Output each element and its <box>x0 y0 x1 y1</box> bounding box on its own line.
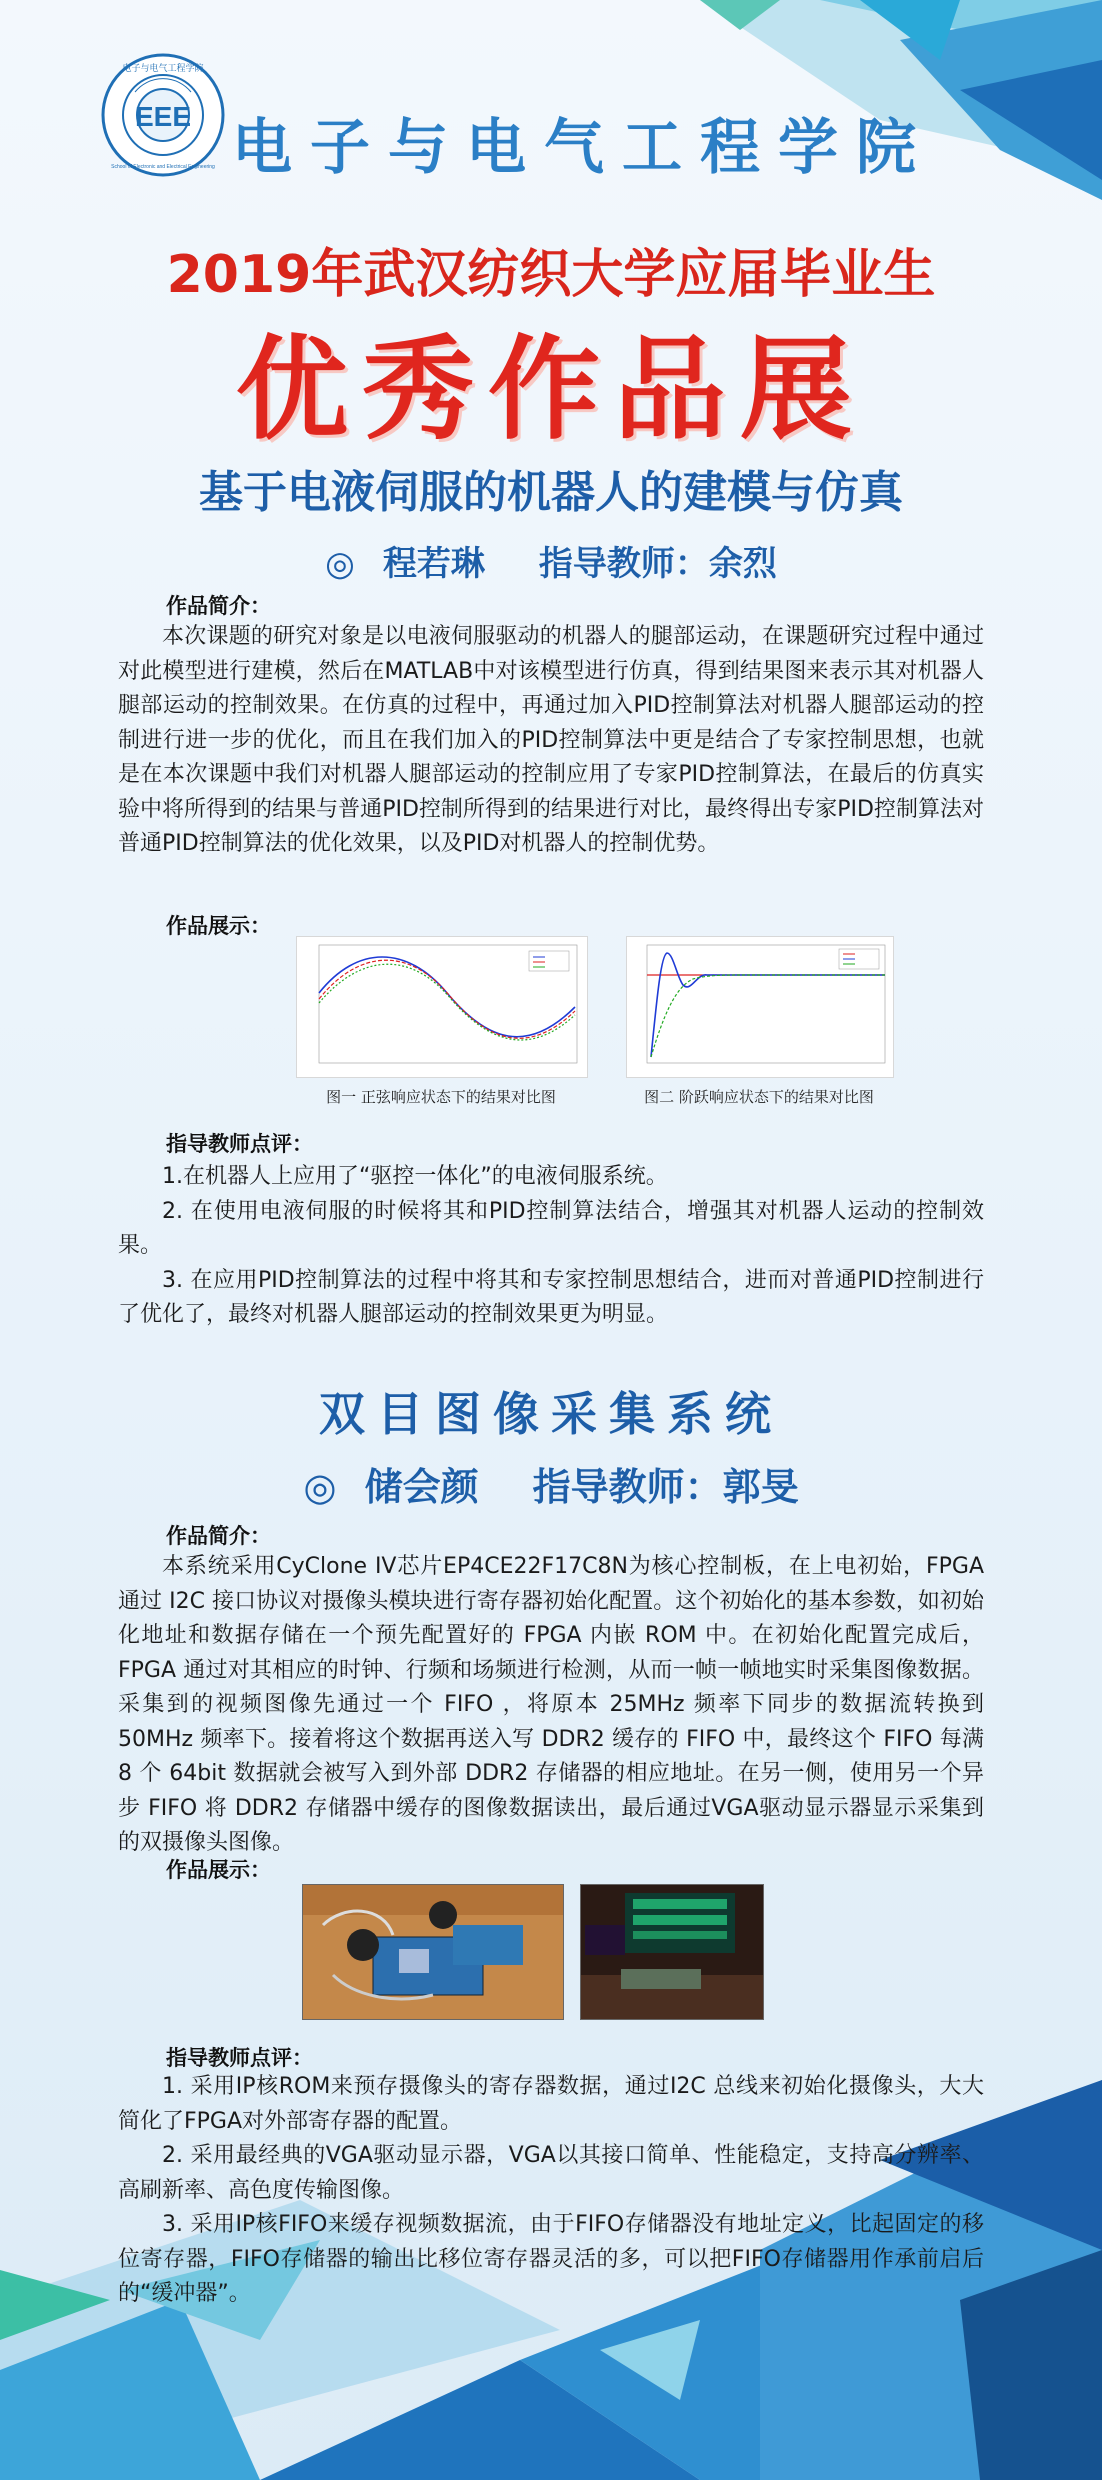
project1-title: 基于电液伺服的机器人的建模与仿真 <box>199 467 903 518</box>
project2-reviews <box>118 2070 984 2312</box>
figure1-caption: 图一 正弦响应状态下的结果对比图 <box>326 1088 556 1106</box>
photo-fpga-board <box>302 1884 564 2020</box>
project2-show-label: 作品展示： <box>166 1858 271 1882</box>
marker-icon: ◎ <box>303 1465 337 1509</box>
banner-year-title: 2019年武汉纺织大学应届毕业生 <box>166 245 936 305</box>
figure-sine-response <box>296 936 588 1078</box>
project1-intro-text: 本次课题的研究对象是以电液伺服驱动的机器人的腿部运动，在课题研究过程中通过对此模型进行建模，然后在MATLAB中对该模型进行仿真，得到结果图来表示其对机器人腿部运动的控制效果。在仿真的过程中，再通过加入PID控制算法对机器人腿部运动的控制进行进一步的优化，而且在我们加入的PID控制算法中更是结合了专家控制思想，也就是在本次课题中我们对机器人腿部运动的控制应用了专家PID控制算法，在最后的仿真实验中将所得到的结果与普通PID控制所得到的结果进行对比，最终得出专家PID控制算法对普通PID控制算法的优化效果，以及PID对机器人的控制优势。 <box>118 624 984 856</box>
project2-review-label: 指导教师点评： <box>166 2046 313 2070</box>
logo-arc-text: 电子与电气工程学院 <box>122 64 204 74</box>
project2-review-1: 1. 采用IP核ROM来预存摄像头的寄存器数据，通过I2C 总线来初始化摄像头，大大简化了FPGA对外部寄存器的配置。 <box>118 2074 984 2134</box>
project2-intro-label: 作品简介： <box>166 1524 271 1548</box>
project1-intro <box>118 620 984 862</box>
project1-intro-label: 作品简介： <box>166 594 271 618</box>
project2-advisor: 指导教师：郭旻 <box>532 1465 799 1509</box>
figure2-caption: 图二 阶跃响应状态下的结果对比图 <box>644 1088 874 1106</box>
project1-review-2: 2. 在使用电液伺服的时候将其和PID控制算法结合，增强其对机器人运动的控制效果。 <box>118 1198 984 1258</box>
project1-review-label: 指导教师点评： <box>166 1132 313 1156</box>
project2-intro <box>118 1550 984 1861</box>
project2-review-2: 2. 采用最经典的VGA驱动显示器，VGA以其接口简单、性能稳定，支持高分辨率、高刷新率、高色度传输图像。 <box>118 2143 984 2203</box>
figure-step-response <box>626 936 894 1078</box>
project2-byline <box>0 1456 1102 1511</box>
project2-student: 储会颜 <box>364 1465 479 1509</box>
marker-icon: ◎ <box>325 544 355 584</box>
college-name: 电子与电气工程学院 <box>232 113 934 183</box>
project2-review-3: 3. 采用IP核FIFO来缓存视频数据流，由于FIFO存储器没有地址定义，比起固定的移位寄存器，FIFO存储器的输出比移位寄存器灵活的多，可以把FIFO存储器用作承前启后的“缓冲器”。 <box>118 2212 984 2306</box>
college-logo <box>100 52 226 178</box>
project1-byline <box>0 536 1102 585</box>
logo-english-text: School of Electronic and Electrical Engineering <box>111 164 215 170</box>
project1-advisor: 指导教师：余烈 <box>538 544 777 584</box>
project2-intro-text: 本系统采用CyClone IV芯片EP4CE22F17C8N为核心控制板，在上电初始，FPGA 通过 I2C 接口协议对摄像头模块进行寄存器初始化配置。这个初始化的基本参数，如初始化地址和数据存储在一个预先配置好的 FPGA 内嵌 ROM 中。在初始化配置完成后， FPGA 通过对其相应的时钟、行频和场频进行检测，从而一帧一帧地实时采集图像数据。采集到的视频图像先通过一个 FIFO ，将原本 25MHz 频率下同步的数据流转换到 50MHz 频率下。接着将这个数据再送入写 DDR2 缓存的 FIFO 中，最终这个 FIFO 每满 8 个 64bit 数据就会被写入到外部 DDR2 存储器的相应地址。在另一侧，使用另一个异步 FIFO 将 DDR2 存储器中缓存的图像数据读出，最后通过VGA驱动显示器显示采集到的双摄像头图像。 <box>118 1554 984 1855</box>
banner-main-title: 优秀作品展 <box>236 325 866 455</box>
project2-title: 双目图像采集系统 <box>319 1387 783 1441</box>
project1-show-label: 作品展示： <box>166 914 271 938</box>
logo-letters: EEE <box>134 101 192 132</box>
project1-review-1: 1.在机器人上应用了“驱控一体化”的电液伺服系统。 <box>162 1164 668 1189</box>
project1-reviews <box>118 1160 984 1333</box>
project1-review-3: 3. 在应用PID控制算法的过程中将其和专家控制思想结合，进而对普通PID控制进行了优化了，最终对机器人腿部运动的控制效果更为明显。 <box>118 1267 984 1327</box>
project1-student: 程若琳 <box>382 544 485 584</box>
photo-monitor-display <box>580 1884 764 2020</box>
